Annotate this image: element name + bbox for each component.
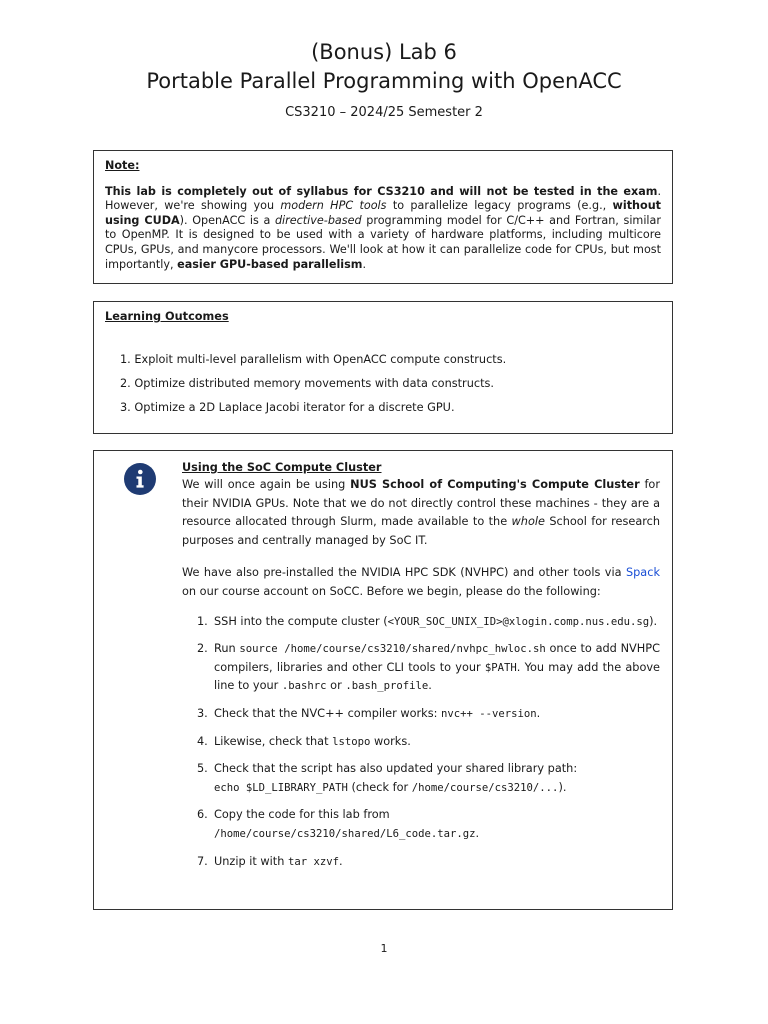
step-content: [214, 733, 660, 752]
step-number: 4.: [197, 734, 208, 748]
cluster-p1-text-c: School for research purposes and centrally managed by SoC IT.: [182, 515, 661, 547]
step-number: 2.: [197, 642, 208, 656]
learning-outcomes-box: [93, 301, 673, 434]
cluster-heading: Using the SoC Compute Cluster: [182, 461, 382, 474]
step-number: 1.: [197, 614, 208, 628]
step-code: <YOUR_SOC_UNIX_ID>@xlogin.comp.nus.edu.sg: [387, 615, 650, 628]
step-text: .: [339, 854, 343, 868]
step-text: ).: [649, 614, 658, 628]
learning-outcomes-list: [105, 352, 661, 415]
note-text-1: . However, we're showing you: [105, 184, 661, 213]
step-number: 6.: [197, 808, 208, 822]
list-item-number: 1.: [120, 353, 131, 366]
cluster-paragraph-1: [182, 476, 660, 550]
note-bold-gpu: easier GPU-based parallelism: [177, 257, 363, 271]
cluster-p1-emphasis: whole: [511, 515, 545, 529]
step-code: .bashrc: [281, 680, 327, 693]
cluster-p2-text-a: We have also pre-installed the NVIDIA HPC SDK (NVHPC) and other tools via: [182, 566, 626, 580]
step-text: Run: [214, 642, 240, 656]
list-item: [197, 760, 660, 797]
note-body: [105, 185, 661, 273]
step-number: 3.: [197, 706, 208, 720]
list-item-text: Optimize distributed memory movements with data constructs.: [134, 377, 494, 390]
note-bold-intro: This lab is completely out of syllabus for CS3210 and will not be tested in the exam: [105, 184, 658, 198]
step-code: nvc++ --version: [440, 707, 537, 720]
step-text: Check that the script has also updated your shared library path:: [214, 762, 578, 776]
page-title-line-2: Portable Parallel Programming with OpenACC: [146, 69, 622, 93]
cluster-p1-text-b: for their NVIDIA GPUs. Note that we do not directly control these machines - they are a resource allocated through Slurm, made available to the: [182, 478, 660, 529]
step-code: .bash_profile: [345, 680, 429, 693]
list-item: [120, 352, 661, 367]
note-text-3: ). OpenACC is a: [179, 213, 275, 227]
note-emphasis-2: directive-based: [274, 213, 362, 227]
step-number: 7.: [197, 854, 208, 868]
list-item: [120, 400, 661, 415]
step-code: tar xzvf: [287, 855, 340, 868]
step-code: $PATH: [484, 661, 517, 674]
step-content: [214, 613, 660, 632]
note-bold-cuda: without using CUDA: [105, 199, 662, 227]
list-item: [197, 640, 660, 696]
list-item: [197, 806, 660, 843]
step-text: .: [428, 679, 432, 693]
step-code: lstopo: [332, 735, 371, 748]
learning-outcomes-heading: Learning Outcomes: [105, 310, 229, 323]
step-code: source /home/course/cs3210/shared/nvhpc_hwloc.sh: [239, 643, 546, 656]
step-content: [214, 760, 660, 797]
step-text: Unzip it with: [214, 854, 288, 868]
step-text: Likewise, check that: [214, 734, 333, 748]
note-heading: Note:: [105, 159, 140, 172]
setup-steps-list: [182, 613, 660, 872]
list-item-text: Exploit multi-level parallelism with OpenACC compute constructs.: [134, 353, 507, 366]
list-item: [197, 733, 660, 752]
note-emphasis-1: modern HPC tools: [280, 199, 387, 213]
step-text: once to add NVHPC compilers, libraries and other CLI tools to your: [214, 642, 660, 674]
step-text: works.: [370, 734, 411, 748]
list-item-number: 3.: [120, 401, 131, 414]
step-content: [214, 806, 660, 843]
step-number: 5.: [197, 762, 208, 776]
info-icon: [124, 463, 156, 495]
step-text: Copy the code for this lab from: [214, 808, 390, 822]
list-item-number: 2.: [120, 377, 131, 390]
note-text-5: .: [362, 257, 367, 271]
page-subtitle: CS3210 – 2024/25 Semester 2: [285, 105, 483, 120]
step-text: .: [475, 826, 480, 840]
step-text: .: [536, 706, 541, 720]
list-item: [120, 376, 661, 391]
cluster-p1-bold: NUS School of Computing's Compute Cluster: [350, 478, 640, 491]
step-code: echo $LD_LIBRARY_PATH: [214, 781, 348, 794]
step-text: or: [326, 679, 346, 693]
step-code: /home/course/cs3210/shared/L6_code.tar.gz: [214, 827, 476, 840]
step-text: Check that the NVC++ compiler works:: [214, 706, 441, 720]
list-item: [197, 613, 660, 632]
step-content: [214, 640, 660, 696]
page-header: [0, 38, 768, 120]
step-text: ).: [558, 780, 567, 794]
page-number: 1: [380, 942, 388, 955]
step-text: SSH into the compute cluster (: [214, 614, 388, 628]
cluster-p1-text-a: We will once again be using: [182, 478, 351, 491]
step-text: (check for: [347, 780, 412, 794]
step-code: /home/course/cs3210/...: [411, 781, 559, 794]
step-content: [214, 705, 660, 724]
note-box: [93, 150, 673, 284]
note-text-4: programming model for C/C++ and Fortran, similar to OpenMP. It is designed to be used with a variety of hardware platforms, including multicore CPUs, GPUs, and manycore processors. We'll look at how it can parallelize code for CPUs, but most importantly,: [105, 213, 661, 271]
step-text: . You may add the above line to your: [214, 660, 661, 693]
list-item-text: Optimize a 2D Laplace Jacobi iterator for a discrete GPU.: [134, 401, 455, 414]
cluster-paragraph-2: [182, 564, 660, 601]
list-item: [197, 705, 660, 724]
list-item: [197, 853, 660, 872]
step-content: [214, 853, 660, 872]
cluster-info-box: [93, 450, 673, 910]
spack-link[interactable]: Spack: [625, 566, 660, 580]
page-title-line-1: (Bonus) Lab 6: [311, 40, 457, 64]
cluster-p2-text-b: on our course account on SoCC. Before we begin, please do the following:: [182, 584, 601, 598]
note-text-2: to parallelize legacy programs (e.g.,: [386, 199, 613, 213]
